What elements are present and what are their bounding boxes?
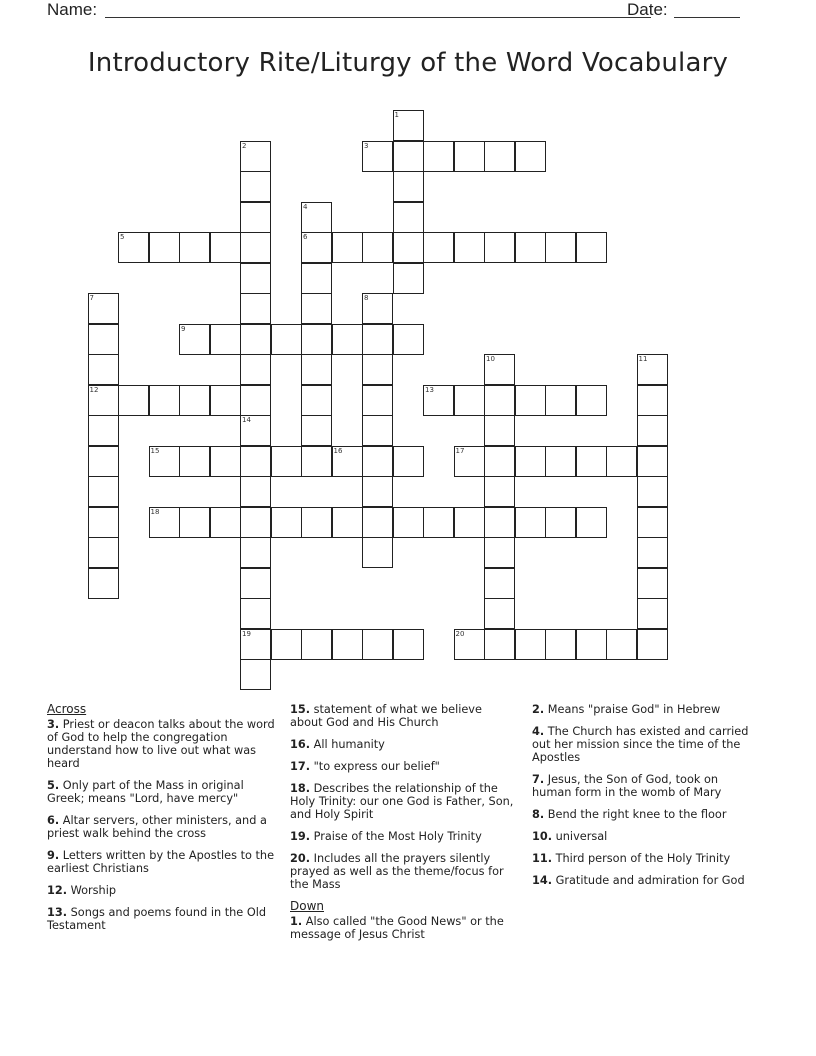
crossword-cell[interactable] [576, 232, 607, 263]
crossword-cell[interactable] [118, 385, 149, 416]
clue-number: 20 [455, 629, 465, 638]
crossword-cell[interactable] [515, 629, 546, 660]
crossword-cell[interactable] [362, 354, 393, 385]
clue-text: All humanity [310, 738, 385, 751]
clue-number-label: 14. [532, 874, 553, 887]
clue-number: 17 [455, 446, 465, 455]
crossword-cell[interactable] [362, 446, 393, 477]
crossword-cell[interactable] [545, 385, 576, 416]
down-clue [532, 830, 760, 843]
crossword-cell[interactable] [423, 141, 454, 172]
clue-number-label: 18. [290, 782, 311, 795]
crossword-cell[interactable] [240, 263, 271, 294]
clue-number-label: 11. [532, 852, 553, 865]
crossword-cell[interactable] [301, 232, 332, 263]
clue-number-label: 17. [290, 760, 311, 773]
clue-text: Altar servers, other ministers, and a priest walk behind the cross [47, 814, 267, 840]
across-clue [47, 849, 277, 875]
crossword-cell[interactable] [576, 629, 607, 660]
clue-text: Only part of the Mass in original Greek; means "Lord, have mercy" [47, 779, 244, 805]
crossword-cell[interactable] [393, 202, 424, 233]
clue-text: Worship [67, 884, 117, 897]
crossword-cell[interactable] [423, 232, 454, 263]
clue-text: Includes all the prayers silently prayed as well as the theme/focus for the Mass [290, 852, 504, 891]
crossword-cell[interactable] [484, 446, 515, 477]
crossword-cell[interactable] [576, 507, 607, 538]
crossword-cell[interactable] [637, 507, 668, 538]
crossword-cell[interactable] [362, 476, 393, 507]
crossword-cell[interactable] [179, 324, 210, 355]
crossword-cell[interactable] [515, 141, 546, 172]
crossword-cell[interactable] [484, 537, 515, 568]
clue-text: Third person of the Holy Trinity [552, 852, 731, 865]
crossword-cell[interactable] [179, 446, 210, 477]
clue-number-label: 9. [47, 849, 60, 862]
down-clue [532, 874, 760, 887]
crossword-cell[interactable] [454, 446, 485, 477]
crossword-cell[interactable] [301, 385, 332, 416]
crossword-cell[interactable] [515, 385, 546, 416]
crossword-cell[interactable] [88, 537, 119, 568]
crossword-cell[interactable] [88, 415, 119, 446]
clue-text: Letters written by the Apostles to the earliest Christians [47, 849, 275, 875]
crossword-cell[interactable] [606, 629, 637, 660]
crossword-cell[interactable] [240, 507, 271, 538]
crossword-cell[interactable] [271, 324, 302, 355]
crossword-cell[interactable] [484, 507, 515, 538]
clue-number: 4 [303, 202, 308, 211]
crossword-cell[interactable] [576, 446, 607, 477]
crossword-cell[interactable] [484, 598, 515, 629]
crossword-cell[interactable] [362, 141, 393, 172]
clue-number: 1 [394, 111, 399, 119]
clue-number-label: 5. [47, 779, 60, 792]
crossword-cell[interactable] [393, 141, 424, 172]
crossword-cell[interactable] [301, 446, 332, 477]
clue-text: Songs and poems found in the Old Testament [47, 906, 267, 932]
clue-number: 12 [89, 385, 99, 394]
clue-number-label: 1. [290, 915, 303, 928]
clue-column-1 [47, 703, 277, 941]
crossword-cell[interactable] [179, 385, 210, 416]
across-clue [290, 852, 515, 891]
clue-text: Jesus, the Son of God, took on human form in the womb of Mary [532, 773, 722, 799]
name-label: Name: [47, 0, 98, 19]
crossword-cell[interactable] [393, 171, 424, 202]
crossword-cell[interactable] [362, 293, 393, 324]
clue-text: Praise of the Most Holy Trinity [310, 830, 482, 843]
crossword-cell[interactable] [210, 232, 241, 263]
crossword-cell[interactable] [332, 446, 363, 477]
clue-number: 6 [303, 233, 308, 241]
crossword-cell[interactable] [484, 629, 515, 660]
clue-number-label: 20. [290, 852, 311, 865]
across-clue [47, 718, 277, 770]
down-clue [532, 725, 760, 764]
crossword-cell[interactable] [362, 385, 393, 416]
crossword-cell[interactable] [88, 354, 119, 385]
crossword-cell[interactable] [271, 507, 302, 538]
page-title: Introductory Rite/Liturgy of the Word Vocabulary [87, 48, 729, 78]
clue-number: 19 [242, 629, 251, 638]
crossword-cell[interactable] [393, 507, 424, 538]
crossword-cell[interactable] [240, 537, 271, 568]
crossword-cell[interactable] [301, 324, 332, 355]
crossword-cell[interactable] [240, 568, 271, 599]
crossword-cell[interactable] [515, 507, 546, 538]
crossword-cell[interactable] [240, 171, 271, 202]
crossword-cell[interactable] [637, 415, 668, 446]
across-clue [290, 760, 515, 773]
crossword-cell[interactable] [484, 354, 515, 385]
clue-text: Also called "the Good News" or the message of Jesus Christ [290, 915, 504, 941]
clue-number-label: 7. [532, 773, 545, 786]
crossword-cell[interactable] [637, 629, 668, 660]
clue-text: statement of what we believe about God and His Church [290, 703, 482, 729]
across-clue [290, 738, 515, 751]
down-clue [532, 808, 760, 821]
across-clue [290, 782, 515, 821]
crossword-cell[interactable] [576, 385, 607, 416]
clue-text: Means "praise God" in Hebrew [544, 703, 721, 716]
crossword-cell[interactable] [606, 446, 637, 477]
clue-number: 2 [242, 141, 247, 150]
crossword-cell[interactable] [484, 232, 515, 263]
clue-number: 16 [333, 446, 343, 455]
crossword-cell[interactable] [423, 385, 454, 416]
across-clue [47, 814, 277, 840]
crossword-cell[interactable] [545, 446, 576, 477]
crossword-cell[interactable] [301, 202, 332, 233]
crossword-cell[interactable] [545, 507, 576, 538]
clue-number-label: 15. [290, 703, 311, 716]
down-clue [290, 915, 515, 941]
crossword-cell[interactable] [454, 507, 485, 538]
down-clue [532, 852, 760, 865]
clue-number: 9 [181, 324, 186, 333]
crossword-cell[interactable] [332, 629, 363, 660]
crossword-cell[interactable] [637, 598, 668, 629]
clue-number-label: 12. [47, 884, 68, 897]
crossword-cell[interactable] [637, 385, 668, 416]
crossword-cell[interactable] [454, 629, 485, 660]
crossword-cell[interactable] [545, 232, 576, 263]
clue-number-label: 2. [532, 703, 545, 716]
clue-number: 8 [364, 294, 369, 302]
crossword-cell[interactable] [210, 324, 241, 355]
crossword-cell[interactable] [484, 141, 515, 172]
clue-number: 5 [120, 233, 125, 241]
crossword-cell[interactable] [271, 446, 302, 477]
crossword-cell[interactable] [332, 324, 363, 355]
across-heading: Across [47, 702, 87, 716]
crossword-cell[interactable] [88, 385, 119, 416]
clue-number-label: 6. [47, 814, 60, 827]
clue-number-label: 13. [47, 906, 68, 919]
crossword-cell[interactable] [515, 232, 546, 263]
crossword-cell[interactable] [362, 415, 393, 446]
crossword-cell[interactable] [88, 446, 119, 477]
crossword-cell[interactable] [362, 232, 393, 263]
crossword-cell[interactable] [423, 507, 454, 538]
clue-number: 7 [89, 294, 94, 302]
crossword-cell[interactable] [240, 659, 271, 690]
crossword-cell[interactable] [88, 568, 119, 599]
crossword-cell[interactable] [545, 629, 576, 660]
crossword-cell[interactable] [332, 507, 363, 538]
crossword-cell[interactable] [179, 507, 210, 538]
crossword-cell[interactable] [149, 507, 180, 538]
clue-column-2 [290, 703, 515, 950]
clue-text: universal [552, 830, 608, 843]
crossword-cell[interactable] [637, 476, 668, 507]
crossword-cell[interactable] [301, 293, 332, 324]
crossword-cell[interactable] [637, 354, 668, 385]
crossword-cell[interactable] [393, 263, 424, 294]
crossword-cell[interactable] [332, 232, 363, 263]
across-clue [47, 906, 277, 932]
clue-text: Priest or deacon talks about the word of God to help the congregation understand how to live out what was heard [47, 718, 275, 770]
crossword-cell[interactable] [515, 446, 546, 477]
crossword-cell[interactable] [240, 141, 271, 172]
crossword-cell[interactable] [484, 415, 515, 446]
crossword-cell[interactable] [484, 568, 515, 599]
crossword-cell[interactable] [88, 476, 119, 507]
crossword-cell[interactable] [240, 629, 271, 660]
crossword-cell[interactable] [637, 446, 668, 477]
crossword-cell[interactable] [240, 385, 271, 416]
crossword-cell[interactable] [454, 232, 485, 263]
crossword-cell[interactable] [240, 293, 271, 324]
crossword-cell[interactable] [118, 232, 149, 263]
clue-number: 3 [364, 141, 369, 150]
across-clue [47, 779, 277, 805]
crossword-cell[interactable] [393, 110, 424, 141]
crossword-cell[interactable] [301, 415, 332, 446]
clue-number-label: 4. [532, 725, 545, 738]
crossword-cell[interactable] [637, 537, 668, 568]
crossword-cell[interactable] [88, 293, 119, 324]
crossword-cell[interactable] [271, 629, 302, 660]
crossword-cell[interactable] [301, 507, 332, 538]
crossword-cell[interactable] [301, 263, 332, 294]
clue-number-label: 10. [532, 830, 553, 843]
clue-text: Bend the right knee to the floor [544, 808, 727, 821]
crossword-cell[interactable] [637, 568, 668, 599]
clue-text: Gratitude and admiration for God [552, 874, 745, 887]
crossword-cell[interactable] [240, 598, 271, 629]
clue-number: 18 [150, 507, 160, 516]
crossword-cell[interactable] [362, 537, 393, 568]
crossword-cell[interactable] [393, 232, 424, 263]
crossword-cell[interactable] [179, 232, 210, 263]
clue-column-3 [532, 703, 760, 896]
clue-number-label: 16. [290, 738, 311, 751]
crossword-cell[interactable] [88, 507, 119, 538]
across-clue [290, 830, 515, 843]
crossword-cell[interactable] [240, 232, 271, 263]
crossword-cell[interactable] [240, 202, 271, 233]
clue-number-label: 8. [532, 808, 545, 821]
clue-number-label: 3. [47, 718, 60, 731]
crossword-cell[interactable] [210, 446, 241, 477]
crossword-cell[interactable] [149, 385, 180, 416]
crossword-cell[interactable] [362, 507, 393, 538]
clue-text: The Church has existed and carried out her mission since the time of the Apostles [532, 725, 749, 764]
across-clue [290, 703, 515, 729]
crossword-cell[interactable] [210, 385, 241, 416]
crossword-cell[interactable] [454, 385, 485, 416]
clue-number-label: 19. [290, 830, 311, 843]
crossword-cell[interactable] [240, 415, 271, 446]
crossword-cell[interactable] [240, 354, 271, 385]
clue-number: 13 [425, 385, 434, 394]
crossword-cell[interactable] [393, 629, 424, 660]
crossword-cell[interactable] [484, 385, 515, 416]
clue-text: "to express our belief" [310, 760, 440, 773]
crossword-cell[interactable] [88, 324, 119, 355]
crossword-cell[interactable] [301, 354, 332, 385]
clue-number: 10 [486, 355, 495, 363]
crossword-cell[interactable] [240, 446, 271, 477]
crossword-cell[interactable] [301, 629, 332, 660]
clue-number: 11 [638, 355, 648, 363]
crossword-cell[interactable] [454, 141, 485, 172]
across-clue [47, 884, 277, 897]
clue-number: 14 [242, 416, 251, 424]
crossword-cell[interactable] [393, 446, 424, 477]
crossword-cell[interactable] [240, 476, 271, 507]
down-clue [532, 773, 760, 799]
crossword-cell[interactable] [393, 324, 424, 355]
crossword-cell[interactable] [240, 324, 271, 355]
date-label: Date: [627, 0, 668, 19]
down-heading: Down [290, 899, 325, 913]
clue-number: 15 [150, 446, 160, 455]
crossword-cell[interactable] [210, 507, 241, 538]
down-clue [532, 703, 760, 716]
crossword-cell[interactable] [149, 232, 180, 263]
crossword-cell[interactable] [362, 324, 393, 355]
crossword-cell[interactable] [362, 629, 393, 660]
clue-text: Describes the relationship of the Holy Trinity: our one God is Father, Son, and Holy Spirit [290, 782, 514, 821]
crossword-cell[interactable] [149, 446, 180, 477]
crossword-cell[interactable] [484, 476, 515, 507]
